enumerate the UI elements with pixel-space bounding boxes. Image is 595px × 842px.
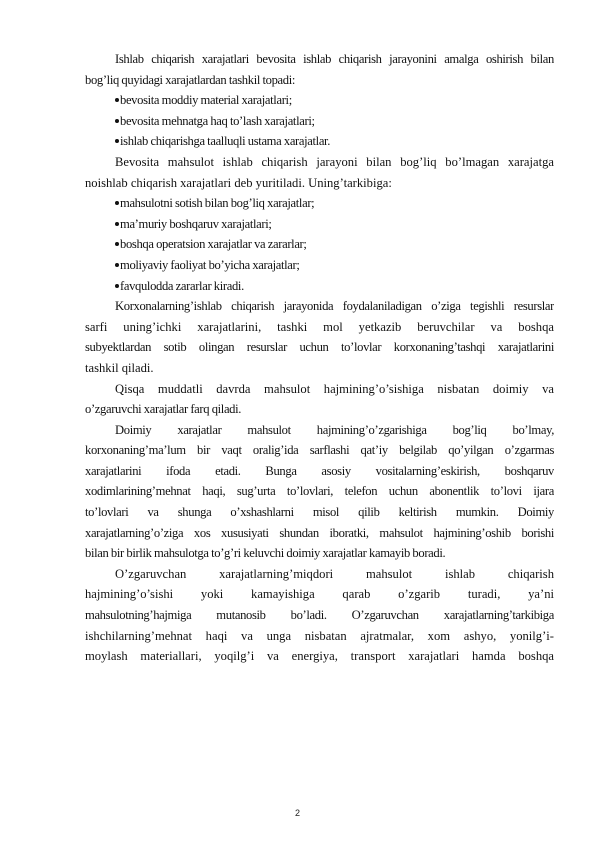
bullet-icon: [115, 263, 119, 267]
paragraph-line: xodimlarining’mehnat haqi, sug’urta to’lovlari, telefon uchun abonentlik to’lovi ijara: [85, 484, 554, 499]
paragraph-line: hajmining’o’sishi yoki kamayishiga qarab o’zgarib turadi, ya’ni: [85, 587, 554, 602]
paragraph-line: moylash materiallari, yoqilg’i va energiya, transport xarajatlari hamda boshqa: [85, 649, 554, 664]
paragraph-line: Korxonalarning’ishlab chiqarish jarayonida foydalaniladigan o’ziga tegishli resurslar: [115, 299, 554, 314]
page-number: 2: [294, 808, 300, 818]
list-item: favqulodda zararlar kiradi.: [85, 276, 554, 297]
paragraph-line: noishlab chiqarish xarajatlari deb yuritiladi. Uning’tarkibiga:: [85, 175, 392, 190]
paragraph-line: Ishlab chiqarish xarajatlari bevosita ishlab chiqarish jarayonini amalga oshirish bilan: [115, 52, 554, 66]
list-item: boshqa operatsion xarajatlar va zararlar;: [85, 234, 554, 255]
list-item: ma’muriy boshqaruv xarajatlari;: [85, 214, 554, 235]
list-item: bevosita moddiy material xarajatlari;: [85, 90, 554, 111]
paragraph-line: ishchilarning’mehnat haqi va unga nisbatan ajratmalar, xom ashyo, yonilg’i-: [85, 628, 554, 643]
list-item: mahsulotni sotish bilan bog’liq xarajatlar;: [85, 193, 554, 214]
paragraph-line: O’zgaruvchan xarajatlarning’miqdori mahsulot ishlab chiqarish: [115, 566, 554, 581]
paragraph-line: Bevosita mahsulot ishlab chiqarish jarayoni bilan bog’liq bo’lmagan xarajatga: [115, 154, 554, 169]
paragraph-line: bilan bir birlik mahsulotga to’g’ri keluvchi doimiy xarajatlar kamayib boradi.: [85, 546, 446, 561]
list-item: moliyaviy faoliyat bo’yicha xarajatlar;: [85, 255, 554, 276]
paragraph-line: mahsulotning’hajmiga mutanosib bo’ladi. O’zgaruvchan xarajatlarning’tarkibiga: [85, 608, 554, 623]
bullet-icon: [115, 98, 119, 102]
paragraph-line: Qisqa muddatli davrda mahsulot hajmining’o’sishiga nisbatan doimiy va: [115, 381, 554, 396]
bullet-icon: [115, 201, 119, 205]
paragraph-line: xarajatlarning’o’ziga xos xususiyati shundan iboratki, mahsulot hajmining’oshib borishi: [85, 525, 554, 540]
paragraph-line: bog’liq quyidagi xarajatlardan tashkil topadi:: [85, 72, 296, 87]
bullet-icon: [115, 242, 119, 246]
list-item: bevosita mehnatga haq to’lash xarajatlari;: [85, 111, 554, 132]
bullet-icon: [115, 284, 119, 288]
list-item: ishlab chiqarishga taalluqli ustama xarajatlar.: [85, 131, 554, 152]
paragraph-line: korxonaning’ma’lum bir vaqt oralig’ida sarflashi qat’iy belgilab qo’yilgan o’zgarmas: [85, 443, 554, 458]
paragraph-line: sarfi uning’ichki xarajatlarini, tashki mol yetkazib beruvchilar va boshqa: [85, 319, 554, 334]
paragraph-line: subyektlardan sotib olingan resurslar uchun to’lovlar korxonaning’tashqi xarajatlarini: [85, 340, 554, 355]
paragraph-line: xarajatlarini ifoda etadi. Bunga asosiy vositalarning’eskirish, boshqaruv: [85, 463, 554, 478]
paragraph-line: tashkil qiladi.: [85, 360, 154, 375]
bullet-icon: [115, 139, 119, 143]
paragraph-line: Doimiy xarajatlar mahsulot hajmining’o’zgarishiga bog’liq bo’lmay,: [115, 422, 554, 437]
paragraph-line: to’lovlari va shunga o’xshashlarni misol qilib keltirish mumkin. Doimiy: [85, 505, 554, 520]
bullet-icon: [115, 119, 119, 123]
paragraph-line: o’zgaruvchi xarajatlar farq qiladi.: [85, 402, 242, 417]
bullet-icon: [115, 222, 119, 226]
document-body: [85, 49, 554, 667]
